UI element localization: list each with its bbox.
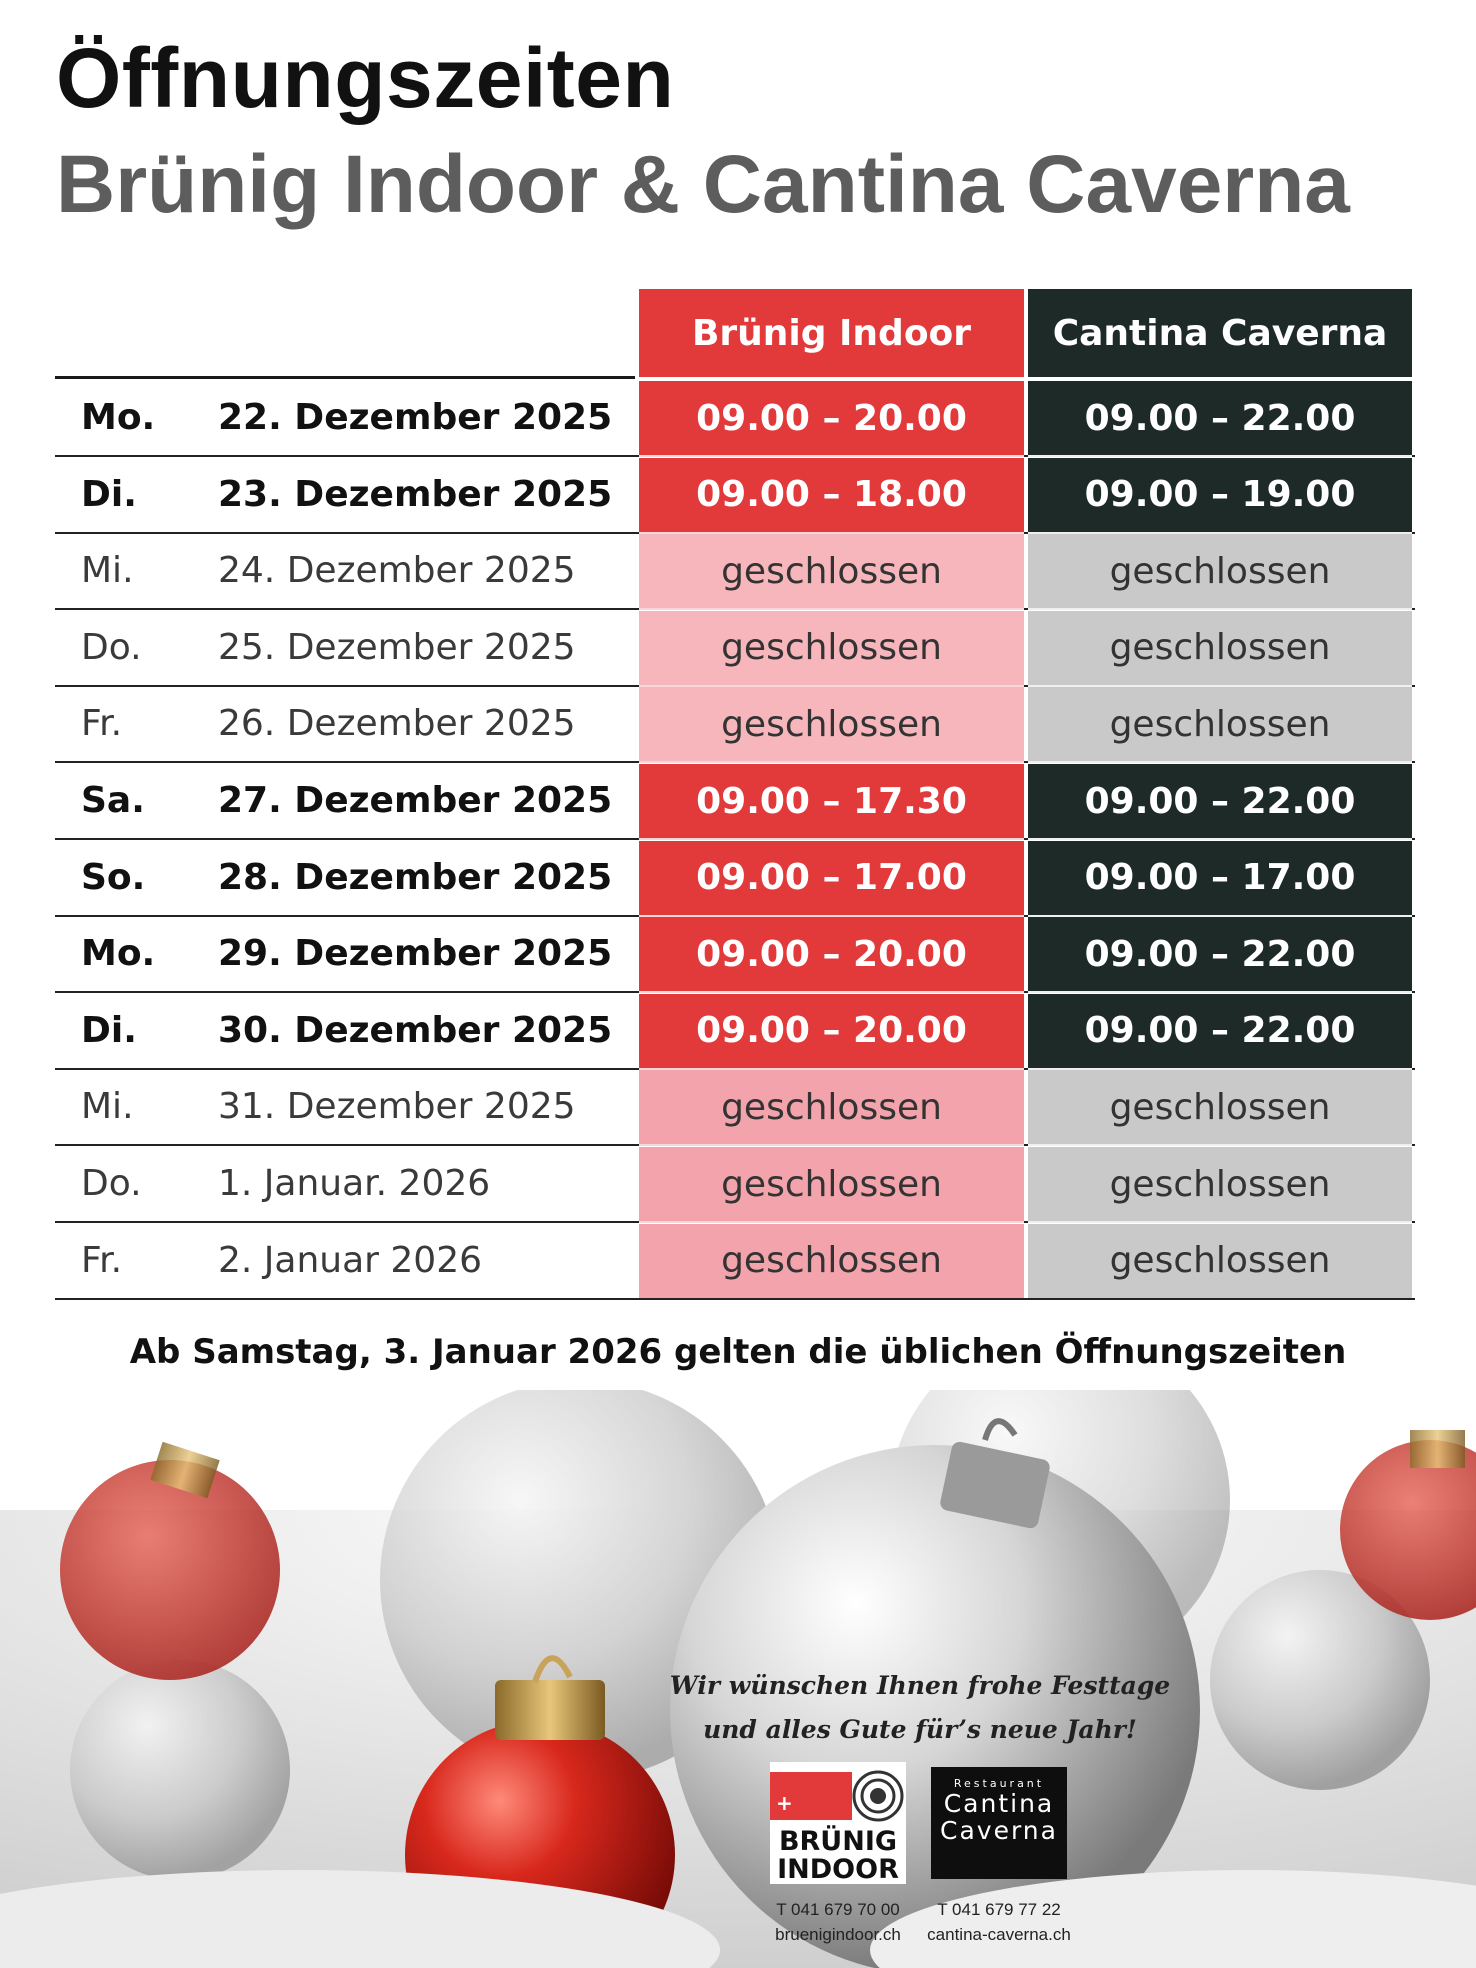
row-day: Do. (81, 626, 142, 668)
table-row (55, 1147, 1415, 1221)
row-bruenig-hours: 09.00 – 20.00 (639, 994, 1024, 1068)
row-date: 29. Dezember 2025 (218, 933, 613, 975)
bruenig-logo-line-2: INDOOR (777, 1854, 899, 1884)
table-row (55, 841, 1415, 915)
column-header-bruenig-indoor: Brünig Indoor (639, 289, 1024, 377)
table-row (55, 381, 1415, 455)
row-date: 23. Dezember 2025 (218, 473, 613, 515)
row-cantina-hours: 09.00 – 22.00 (1028, 381, 1412, 455)
row-day: Fr. (81, 1239, 123, 1281)
table-row (55, 1224, 1415, 1298)
page-title: Öffnungszeiten (56, 31, 675, 125)
bruenig-phone: T 041 679 70 00 (776, 1900, 900, 1919)
row-cantina-hours: geschlossen (1028, 1147, 1412, 1221)
table-row (55, 458, 1415, 532)
row-bruenig-hours: 09.00 – 17.00 (639, 841, 1024, 915)
footer-note: Ab Samstag, 3. Januar 2026 gelten die üblichen Öffnungszeiten (129, 1332, 1347, 1372)
svg-text:+: + (776, 1791, 793, 1815)
table-row (55, 764, 1415, 838)
row-day: Mi. (81, 1086, 134, 1128)
row-bruenig-hours: geschlossen (639, 534, 1024, 608)
table-row (55, 994, 1415, 1068)
row-cantina-hours: 09.00 – 22.00 (1028, 764, 1412, 838)
row-bruenig-hours: geschlossen (639, 1070, 1024, 1144)
row-bruenig-hours: 09.00 – 18.00 (639, 458, 1024, 532)
row-bruenig-hours: 09.00 – 20.00 (639, 381, 1024, 455)
cantina-logo-small: Restaurant (953, 1777, 1045, 1790)
row-bruenig-hours: 09.00 – 17.30 (639, 764, 1024, 838)
cantina-caverna-logo (931, 1767, 1067, 1879)
row-date: 25. Dezember 2025 (218, 626, 576, 668)
row-day: Mi. (81, 550, 134, 592)
table-row (55, 917, 1415, 991)
cantina-logo-line-2: Caverna (940, 1816, 1058, 1845)
row-day: Di. (81, 473, 137, 515)
row-date: 24. Dezember 2025 (218, 550, 576, 592)
cantina-phone: T 041 679 77 22 (937, 1900, 1061, 1919)
row-cantina-hours: geschlossen (1028, 1224, 1412, 1298)
row-cantina-hours: geschlossen (1028, 534, 1412, 608)
cantina-website[interactable]: cantina-caverna.ch (927, 1925, 1071, 1944)
row-date: 26. Dezember 2025 (218, 703, 576, 745)
bruenig-contact (748, 1897, 928, 1947)
greeting-line-1: Wir wünschen Ihnen frohe Festtage (669, 1671, 1171, 1700)
page-subtitle: Brünig Indoor & Cantina Caverna (56, 139, 1350, 230)
row-cantina-hours: geschlossen (1028, 687, 1412, 761)
bruenig-logo-line-1: BRÜNIG (778, 1826, 898, 1857)
row-bruenig-hours: geschlossen (639, 1147, 1024, 1221)
bruenig-website[interactable]: bruenigindoor.ch (775, 1925, 901, 1944)
row-date: 2. Januar 2026 (218, 1239, 483, 1281)
row-cantina-hours: 09.00 – 19.00 (1028, 458, 1412, 532)
row-day: Fr. (81, 703, 123, 745)
cantina-logo-line-1: Cantina (943, 1789, 1055, 1818)
column-header-cantina-caverna: Cantina Caverna (1028, 289, 1412, 377)
row-date: 1. Januar. 2026 (218, 1163, 491, 1204)
row-cantina-hours: 09.00 – 17.00 (1028, 841, 1412, 915)
row-day: Mo. (81, 397, 156, 438)
greeting-line-2: und alles Gute für’s neue Jahr! (703, 1715, 1137, 1744)
cantina-contact (909, 1897, 1089, 1947)
row-day: Mo. (81, 933, 156, 975)
row-cantina-hours: geschlossen (1028, 611, 1412, 685)
row-date: 28. Dezember 2025 (218, 856, 613, 898)
greeting-text (660, 1664, 1180, 1752)
row-day: Di. (81, 1009, 137, 1051)
table-row (55, 611, 1415, 685)
row-date: 27. Dezember 2025 (218, 780, 613, 821)
row-cantina-hours: 09.00 – 22.00 (1028, 994, 1412, 1068)
table-row (55, 1070, 1415, 1144)
bruenig-indoor-logo (770, 1762, 906, 1884)
row-date: 22. Dezember 2025 (218, 397, 613, 438)
table-row (55, 534, 1415, 608)
row-day: Do. (81, 1163, 142, 1204)
row-cantina-hours: 09.00 – 22.00 (1028, 917, 1412, 991)
row-cantina-hours: geschlossen (1028, 1070, 1412, 1144)
header-rule (55, 376, 635, 379)
row-bruenig-hours: geschlossen (639, 1224, 1024, 1298)
row-date: 30. Dezember 2025 (218, 1009, 613, 1051)
row-bruenig-hours: geschlossen (639, 611, 1024, 685)
row-day: So. (81, 856, 146, 898)
row-day: Sa. (81, 780, 145, 821)
table-row (55, 687, 1415, 761)
row-date: 31. Dezember 2025 (218, 1086, 576, 1128)
row-bruenig-hours: 09.00 – 20.00 (639, 917, 1024, 991)
row-bruenig-hours: geschlossen (639, 687, 1024, 761)
row-divider (55, 1298, 1415, 1300)
